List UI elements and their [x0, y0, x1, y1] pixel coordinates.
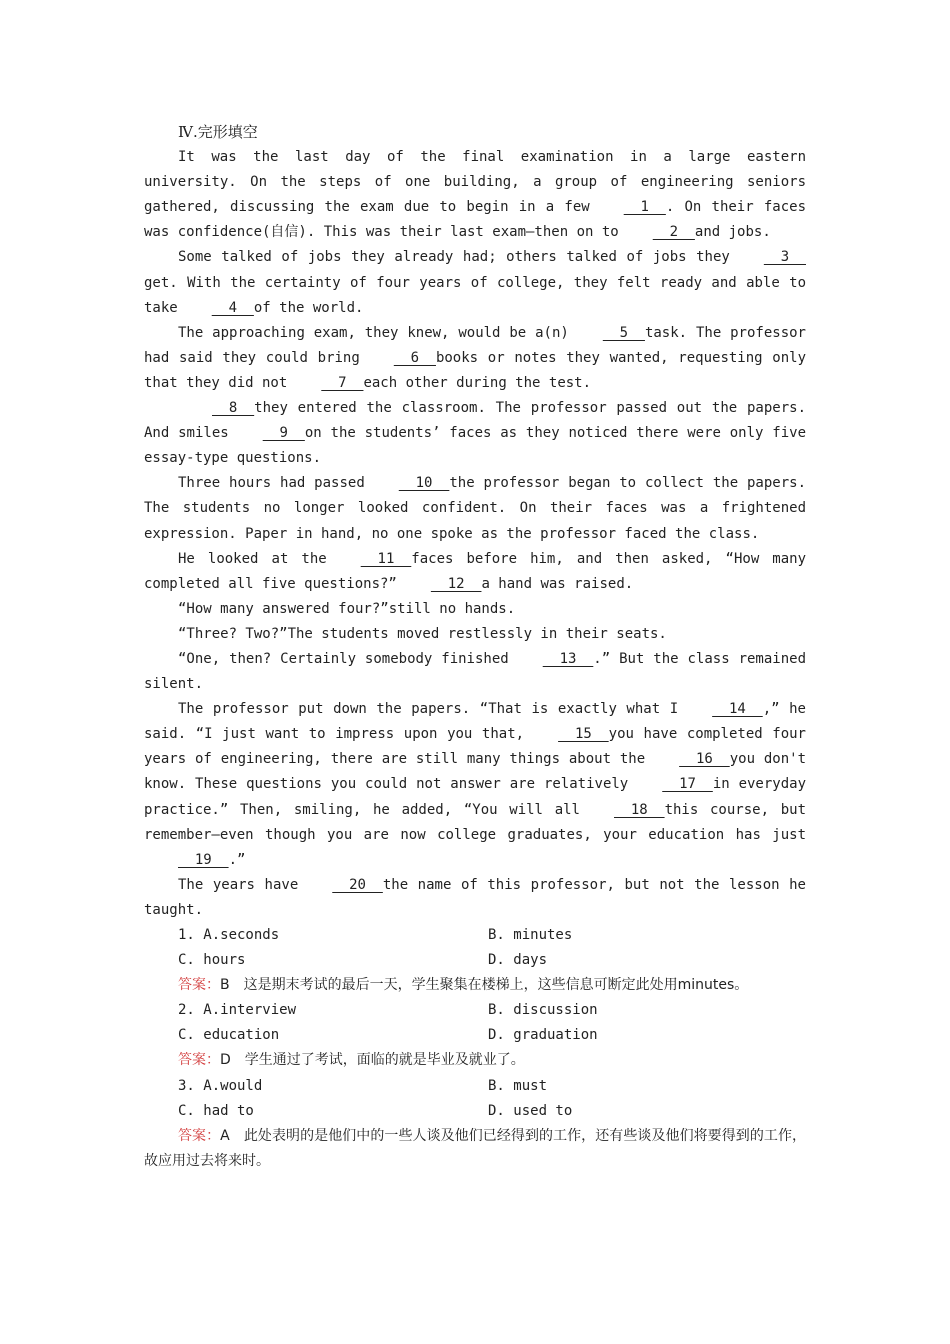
passage-paragraph-6: He looked at the 11 faces before him, and then asked, “How many completed all five questions?” 12 a hand was raised. — [144, 547, 806, 597]
question-2-options-row-1 — [144, 998, 806, 1023]
passage-paragraph-10: The professor put down the papers. “That is exactly what I 14 ,” he said. “I just want to impress upon you that, 15 you have completed four years of engineering, there are still many things about the 16 you don't know. These questions you could not answer are relatively 17 in everyday practice.” Then, smiling, he added, “You will all 18 this course, but remember—even though you are now college graduates, your education has just 19 .” — [144, 697, 806, 873]
blank-18: 18 — [614, 801, 665, 818]
blank-14: 14 — [712, 701, 763, 718]
blank-10: 10 — [398, 475, 450, 492]
passage-paragraph-5: Three hours had passed 10 the professor began to collect the papers. The students no longer looked confident. On their faces was a frightened expression. Paper in hand, no one spoke as the professor faced the class. — [144, 471, 806, 546]
blank-5: 5 — [602, 324, 645, 341]
passage-paragraph-9: “One, then? Certainly somebody finished 13 .” But the class remained silent. — [144, 647, 806, 697]
blank-4: 4 — [211, 299, 254, 316]
blank-12: 12 — [430, 575, 482, 592]
passage-paragraph-7: “How many answered four?”still no hands. — [178, 600, 516, 617]
blank-16: 16 — [679, 751, 730, 768]
passage-paragraph-8: “Three? Two?”The students moved restlessly in their seats. — [178, 625, 667, 642]
question-3-options-row-2 — [144, 1099, 806, 1124]
section-title: Ⅳ.完形填空 — [178, 123, 258, 141]
blank-15: 15 — [558, 726, 609, 743]
blank-13: 13 — [542, 650, 594, 667]
blank-2: 2 — [652, 224, 695, 241]
blank-17: 17 — [662, 776, 713, 793]
question-1-options-row-1 — [144, 923, 806, 948]
answer-label: 答案： — [178, 1127, 221, 1144]
question-1-option-b: B. minutes — [488, 927, 573, 943]
question-3-options-row-1 — [144, 1074, 806, 1099]
question-1-answer — [144, 973, 806, 998]
question-1-option-d: D. days — [488, 952, 548, 969]
passage-paragraph-3: The approaching exam, they knew, would be a(n) 5 task. The professor had said they could bring 6 books or notes they wanted, requesting only that they did not 7 each other during the test. — [144, 321, 806, 396]
blank-20: 20 — [332, 876, 383, 893]
blank-8: 8 — [212, 400, 255, 417]
question-1-options-row-2 — [144, 948, 806, 973]
answer-explanation: D 学生通过了考试，面临的就是毕业及就业了。 — [220, 1052, 525, 1069]
passage-paragraph-11: The years have 20 the name of this professor, but not the lesson he taught. — [144, 873, 806, 923]
blank-1: 1 — [623, 199, 666, 216]
answer-label: 答案： — [178, 977, 220, 994]
question-2-options-row-2 — [144, 1023, 806, 1048]
question-3-option-b: B. must — [488, 1077, 548, 1094]
question-3-option-c: C. had to — [178, 1102, 254, 1119]
question-2-option-b: B. discussion — [488, 1002, 598, 1019]
question-1-option-a: 1. A.seconds — [178, 927, 280, 943]
question-3-option-d: D. used to — [488, 1102, 573, 1119]
blank-11: 11 — [360, 550, 412, 567]
document-page — [144, 120, 806, 1174]
question-3-option-a: 3. A.would — [178, 1077, 263, 1094]
blank-3: 3 — [763, 249, 806, 266]
passage-paragraph-1: It was the last day of the final examination in a large eastern university. On the steps of one building, a group of engineering seniors gathered, discussing the exam due to begin in a few 1 . On their faces was confidence(自信). This was their last exam—then on to 2 and jobs. — [144, 145, 806, 245]
question-2-option-a: 2. A.interview — [178, 1002, 297, 1019]
blank-6: 6 — [393, 349, 436, 366]
blank-7: 7 — [321, 374, 364, 391]
question-3-answer — [144, 1124, 806, 1174]
question-2-option-d: D. graduation — [488, 1027, 598, 1044]
passage-paragraph-2: Some talked of jobs they already had; others talked of jobs they 3 get. With the certainty of four years of college, they felt ready and able to take 4 of the world. — [144, 245, 806, 320]
answer-label: 答案： — [178, 1052, 220, 1069]
answer-explanation: A 此处表明的是他们中的一些人谈及他们已经得到的工作，还有些谈及他们将要得到的工作，故应用过去将来时。 — [144, 1127, 807, 1169]
blank-9: 9 — [262, 425, 305, 442]
passage-paragraph-4: 8 they entered the classroom. The professor passed out the papers. And smiles 9 on the students’ faces as they noticed there were only five essay-type questions. — [144, 396, 806, 471]
blank-19: 19 — [178, 851, 229, 868]
answer-explanation: B 这是期末考试的最后一天，学生聚集在楼梯上，这些信息可断定此处用minutes。 — [220, 977, 749, 994]
question-2-answer — [144, 1048, 806, 1073]
question-2-option-c: C. education — [178, 1027, 280, 1044]
question-1-option-c: C. hours — [178, 952, 246, 969]
